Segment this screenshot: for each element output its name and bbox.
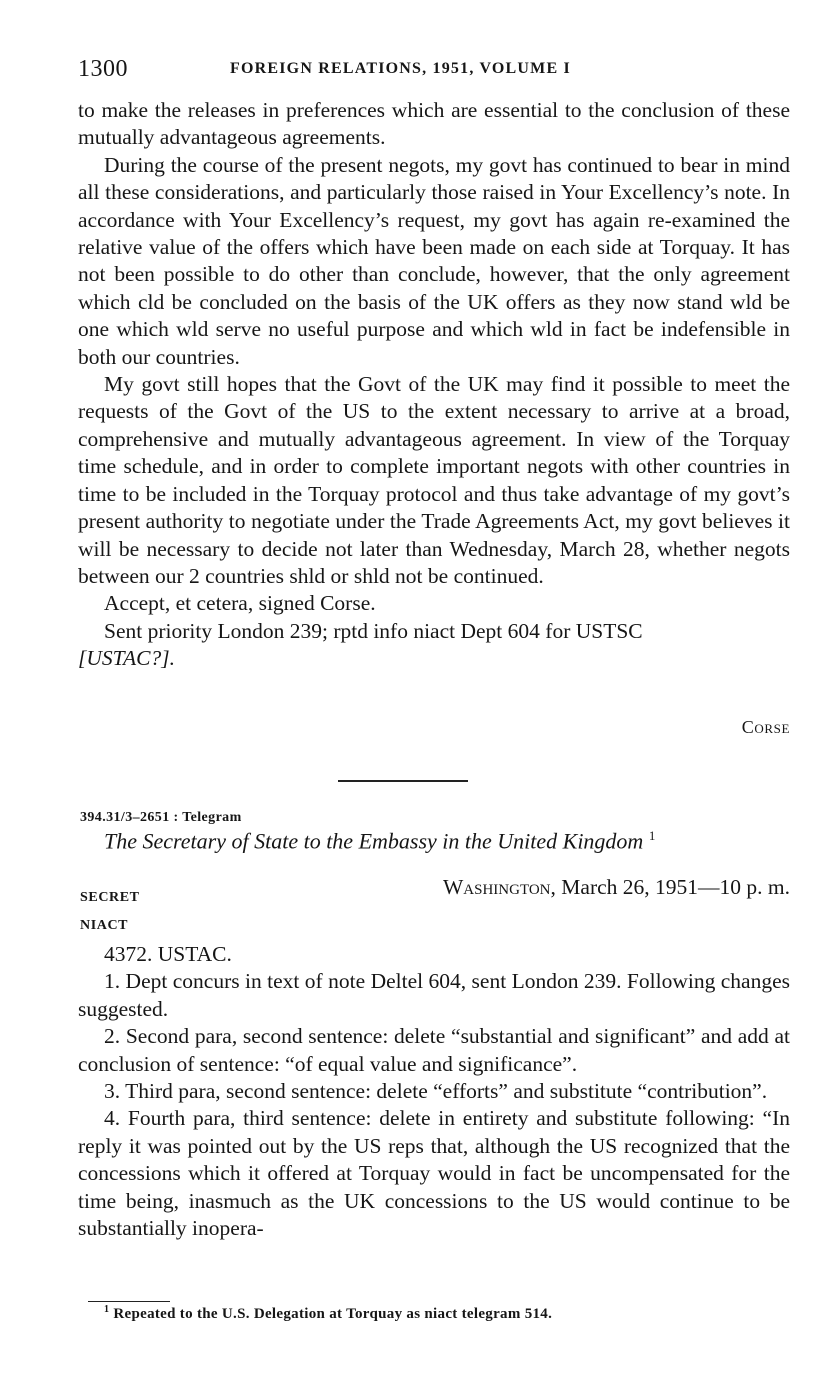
document-title-text: The Secretary of State to the Embassy in the United Kingdom [104,828,644,854]
telegram-number: 4372. USTAC. [104,942,232,966]
footnote-rule [88,1301,170,1302]
classification: SECRET [80,890,140,905]
telegram-paragraph-4: 4. Fourth para, third sentence: delete in entirety and substitute following: “In reply it was pointed out by the US reps that, although the US recognized that the concessions which it offered at Torquay would in fact be uncompensated for the time being, inasmuch as the UK concessions to the US would continue to be substantially inopera- [78,1106,790,1241]
precedence: NIACT [80,918,129,933]
section-divider [338,780,468,782]
paragraph-transmission: Sent priority London 239; rptd info niact Dept 604 for USTSC [104,618,643,643]
bracket-note-text: [USTAC?]. [78,646,175,671]
place-date-line [443,875,790,900]
document-title [104,828,804,854]
telegram-paragraph-3: 3. Third para, second sentence: delete “efforts” and substitute “contribution”. [104,1079,768,1104]
footnote-marker: 1 [104,1304,110,1315]
telegram-text [78,941,790,1242]
signature: Corse [741,717,790,737]
telegram-paragraph-2: 2. Second para, second sentence: delete “substantial and significant” and add at conclusion of sentence: “of equal value and significance”. [78,1024,790,1076]
bracket-note [78,645,790,672]
page-number: 1300 [78,56,128,82]
date-time: , March 26, 1951—10 p. m. [550,875,790,899]
paragraph-negotiations: During the course of the present negots, my govt has continued to bear in mind all these considerations, and particularly those raised in Your Excellency’s note. In accordance with Your Excellency’s request, my govt has again re-examined the relative value of the offers which have been made on each side at Torquay. It has not been possible to do other than conclude, however, that the only agreement which cld be concluded on the basis of the UK offers as they now stand wld be one which wld serve no useful purpose and which wld in fact be indefensible in both our countries. [78,152,790,369]
footnote-text: Repeated to the U.S. Delegation at Torquay as niact telegram 514. [113,1306,553,1322]
footnote-reference: 1 [648,828,656,843]
running-title: FOREIGN RELATIONS, 1951, VOLUME I [230,60,571,77]
telegram-paragraph-1: 1. Dept concurs in text of note Deltel 604, sent London 239. Following changes suggested. [78,969,790,1021]
paragraph-closing: Accept, et cetera, signed Corse. [104,591,376,616]
file-number: 394.31/3–2651 : Telegram [80,810,242,825]
paragraph-hopes: My govt still hopes that the Govt of the UK may find it possible to meet the requests of the Govt of the US to the extent necessary to arrive at a broad, comprehensive and mutually advantageous agreement. In view of the Torquay time schedule, and in order to complete important negots with other countries in time to be included in the Torquay protocol and thus take advantage of my govt’s present authority to negotiate under the Trade Agreements Act, my govt believes it will be necessary to decide not later than Wednesday, March 28, whether negots between our 2 countries shld or shld not be continued. [78,372,790,588]
footnote [104,1304,552,1323]
continued-letter-text [78,97,790,673]
running-head [78,56,798,88]
paragraph-continuation: to make the releases in preferences which are essential to the conclusion of these mutually advantageous agreements. [78,98,790,150]
place: Washington [443,875,551,899]
